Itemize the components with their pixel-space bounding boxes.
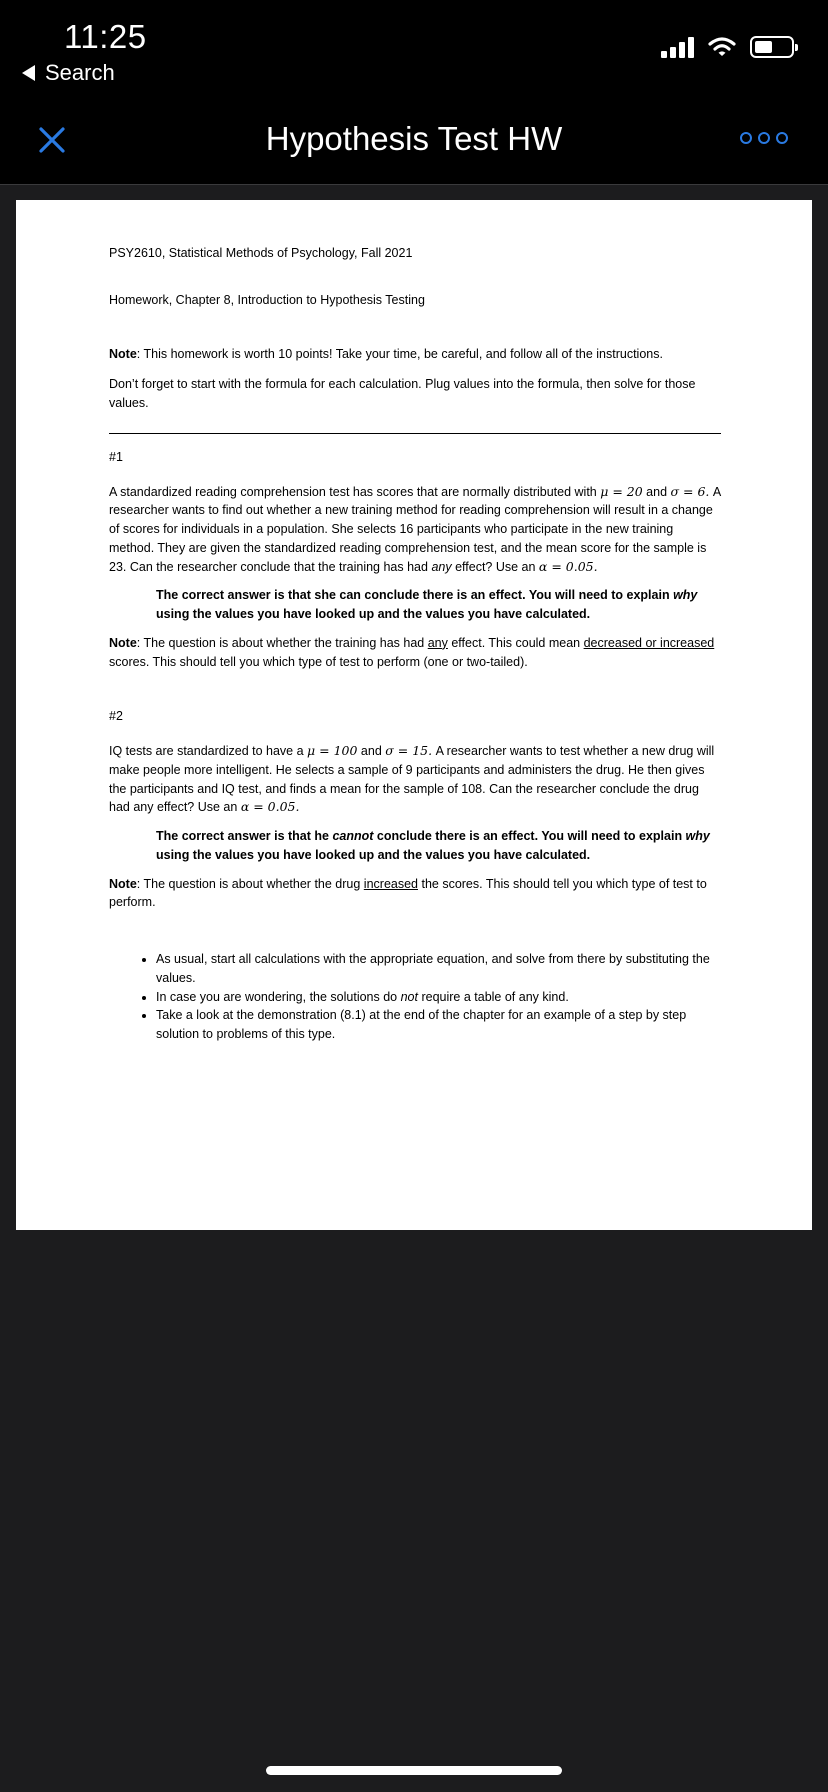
q1-note-label: Note [109,635,137,650]
q2-note-a: : The question is about whether the drug [136,876,364,891]
q1-answer-a: The correct answer is that she can conclude there is an effect. You will need to explain [156,588,674,603]
q2-number: #2 [109,709,123,724]
q1-any: any [431,559,452,574]
wifi-icon [708,36,736,58]
q2-alpha: α = 0.05. [240,799,300,815]
q2-text-c: A researcher wants to test whether a new drug will make people more intelligent. He selects a sample of 9 participants and administers the drug. He then gives the participants and IQ test, and finds a mean for the sample of 108. Can the researcher conclude the drug had any effect? Use an [109,744,715,815]
section-rule [109,433,721,434]
q2-answer-cannot: cannot [332,829,374,843]
back-label: Search [45,60,115,85]
q1-mu: μ = 20 [600,483,643,499]
q1-text [109,483,721,577]
q2-sigma: σ = 15. [385,743,433,758]
list-item: • Take a look at the demonstration (8.1) at the end of the chapter for an example of a step by step solution to problems of this type. [156,1006,721,1044]
list-item [156,988,721,1007]
q1-text-b: and [642,484,671,499]
more-options-icon[interactable] [740,132,788,144]
bullet-2-b: require a table of any kind. [418,989,569,1004]
note-1 [109,345,721,364]
q1-note [109,634,721,672]
q1-note-a: : The question is about whether the training has had [136,635,428,650]
q1-note-b: effect. This could mean [447,635,584,650]
q1-text-a: A standardized reading comprehension test has scores that are normally distributed with [109,484,601,499]
q1-note-any: any [427,635,448,650]
instructions-list [109,950,721,1044]
q1-number: #1 [109,449,123,464]
q1-alpha: α = 0.05. [538,558,598,574]
status-icons [661,36,794,58]
status-time: 11:25 [64,18,147,55]
back-arrow-icon [22,65,35,81]
q2-answer-c: using the values you have looked up and the values you have calculated. [156,847,591,862]
q2-answer-why: why [685,829,710,843]
q1-text-c: A researcher wants to find out whether a new training method for reading comprehension will result in a change of scores for individuals in a population. She selects 16 participants who participate in the new training method. They are given the standardized reading comprehension test, and the mean score for the sample is 23. Can the researcher conclude that the training has had [109,484,721,574]
q2-note-label: Note [109,876,137,891]
battery-icon [750,36,794,58]
q2-note-underlined: increased [363,876,418,891]
q2-text-b: and [357,744,386,758]
q1-answer-b: using the values you have looked up and the values you have calculated. [156,607,591,621]
q1-answer-why: why [673,588,698,603]
bullet-2-a: In case you are wondering, the solutions do [156,989,401,1004]
bullet-2-not: not [400,989,418,1004]
course-line: PSY2610, Statistical Methods of Psychology, Fall 2021 [109,246,413,260]
q2-text [109,742,721,817]
q2-answer-b: conclude there is an effect. You will need to explain [373,829,686,843]
page-title: Hypothesis Test HW [265,120,563,157]
document-body [109,244,721,1044]
document-page [16,200,812,1230]
top-bar [0,0,828,184]
q2-mu: μ = 100 [307,743,358,758]
header-divider [0,184,828,185]
q1-note-underlined: decreased or increased [583,635,715,650]
q2-note-b: the scores. This should tell you which type of test to perform. [109,876,707,910]
q2-answer-a: The correct answer is that he [156,829,333,843]
q1-note-c: scores. This should tell you which type of test to perform (one or two-tailed). [109,654,528,669]
home-indicator[interactable] [266,1766,562,1775]
back-to-search-button[interactable] [22,60,115,86]
note-2: Don’t forget to start with the formula for each calculation. Plug values into the formula, then solve for those values. [109,377,696,410]
q2-text-a: IQ tests are standardized to have a [109,744,308,758]
note-1-text: : This homework is worth 10 points! Take your time, be careful, and follow all of the instructions. [136,346,663,361]
q2-note [109,875,721,913]
list-item: • As usual, start all calculations with the appropriate equation, and solve from there by substituting the values. [156,950,721,988]
note-1-label: Note [109,346,137,361]
q1-sigma: σ = 6. [670,483,710,499]
hw-title: Homework, Chapter 8, Introduction to Hypothesis Testing [109,292,425,307]
q1-text-d: effect? Use an [451,559,539,574]
signal-icon [661,36,694,58]
q2-answer [109,827,721,865]
q1-answer [109,586,721,624]
